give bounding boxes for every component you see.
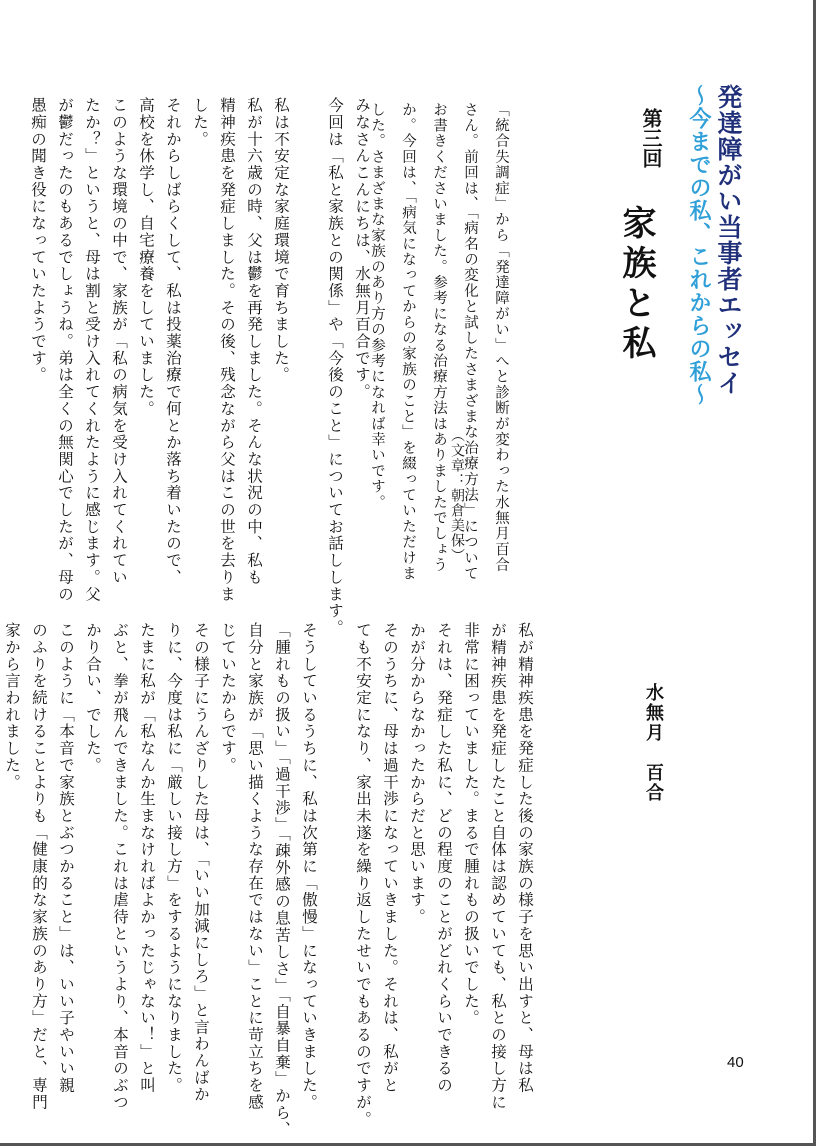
intro-line: 「統合失調症」から「発達障がい」へと診断が変わった水無月百合	[493, 102, 509, 573]
body-line: 非常に困っていました。まるで腫れもの扱いでした。	[462, 622, 480, 1027]
page-number: 40	[727, 1054, 744, 1071]
intro-text	[361, 102, 516, 581]
body-line: した。	[191, 97, 209, 148]
body-line: 「腫れもの扱い」「過干渉」「疎外感の息苦しさ」「自暴自棄」から、	[273, 622, 291, 1138]
writer-credit: （文章：朝倉美保）	[449, 428, 465, 563]
body-line: 私は不安定な家庭環境で育ちました。	[272, 97, 290, 384]
body-line: そうしているうちに、私は次第に「傲慢」になっていきました。	[300, 622, 318, 1111]
body-line: が精神疾患を発症したこと自体は認めていても、私との接し方に	[489, 622, 507, 1111]
body-line: ぶと、拳が飛んできました。これは虐待というより、本音のぶつ	[111, 622, 129, 1111]
body-line: ても不安定になり、家出未遂を繰り返したせいでもあるのですが。	[354, 622, 372, 1128]
body-line: このような環境の中で、家族が「私の病気を受け入れてくれてい	[110, 97, 128, 586]
intro-line: さん。前回は、「病名の変化と試したさまざまな治療方法」について	[462, 102, 478, 582]
body-line: 自分と家族が「思い描くような存在ではない」ことに苛立ちを感	[246, 622, 264, 1111]
body-line: たか？」というと、母は割と受け入れてくれたように感じます。父	[83, 97, 101, 603]
body-text-lower	[0, 622, 538, 1138]
body-line: 私が十六歳の時、父は鬱を再発しました。そんな状況の中、私も	[245, 97, 263, 586]
body-line: じていたからです。	[219, 622, 237, 774]
author-name: 水無月 百合	[643, 683, 664, 803]
body-line: みなさんこんにちは、水無月百合です。	[353, 97, 371, 401]
body-line: そのうちに、母は過干渉になっていきました。それは、私がと	[381, 622, 399, 1094]
body-line: 高校を休学し、自宅療養をしていました。	[137, 97, 155, 418]
body-line: 私が精神疾患を発症した後の家族の様子を思い出すと、母は私	[516, 622, 534, 1094]
chapter-title: 家族と私	[616, 205, 656, 365]
body-line: かが分からなかったからだと思います。	[408, 622, 426, 926]
body-text-upper	[24, 97, 375, 636]
body-line: 家から言われました。	[3, 622, 21, 791]
body-line: 愚痴の聞き役になっていたようです。	[29, 97, 47, 384]
series-title: 発達障がい当事者エッセイ	[714, 84, 743, 396]
body-line: りに、今度は私に「厳しい接し方」をするようになりました。	[165, 622, 183, 1094]
intro-line: か。今回は、「病気になってからの家族のこと」を綴っていただけま	[400, 102, 416, 582]
series-subtitle: ～今までの私、これからの私～	[686, 84, 711, 406]
body-line: たまに私が「私なんか生まなければよかったじゃない！」と叫	[138, 622, 156, 1094]
body-line: それは、発症した私に、どの程度のことがどれくらいできるの	[435, 622, 453, 1094]
body-line: 精神疾患を発症しました。その後、残念ながら父はこの世を去りま	[218, 97, 236, 603]
body-line: 今回は「私と家族との関係」や「今後のこと」についてお話しします。	[326, 97, 344, 637]
body-line	[322, 622, 349, 1138]
intro-line: した。さまざまな家族のあり方の参考になれば幸いです。	[369, 102, 385, 511]
body-line	[294, 97, 321, 636]
body-line: その様子にうんざりした母は、「いい加減にしろ」と言わんばか	[192, 622, 210, 1103]
body-line: が鬱だったのもあるでしょうね。弟は全くの無関心でしたが、母の	[56, 97, 74, 603]
body-line: かり合い、でした。	[84, 622, 102, 774]
body-line: のふりを続けることよりも「健康的な家族のあり方」だと、専門	[30, 622, 48, 1111]
body-line: それからしばらくして、私は投薬治療で何とか落ち着いたので、	[164, 97, 182, 586]
episode-label: 第三回	[639, 108, 663, 168]
body-line: このように「本音で家族とぶつかること」は、いい子やいい親	[57, 622, 75, 1094]
intro-line: お書きくださいました。参考になる治療方法はありましたでしょう	[431, 102, 447, 573]
